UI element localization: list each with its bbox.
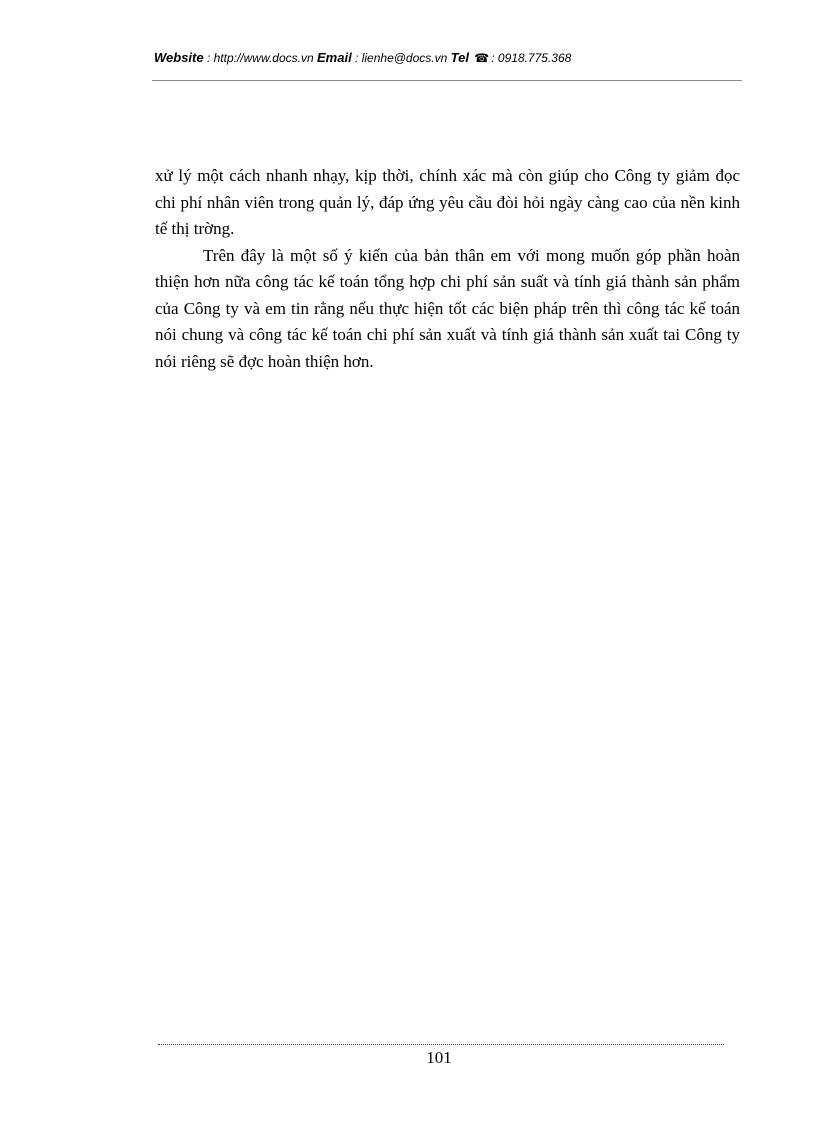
page-header [154,50,744,65]
paragraph-2: Trên đây là một số ý kiến của bản thân em với mong muốn góp phần hoàn thiện hơn nữa công tác kế toán tổng hợp chi phí sản suất và tính giá thành sản phẩm của Công ty và em tin rằng nếu thực hiện tốt các biện pháp trên thì công tác kế toán nói chung và công tác kế toán chi phí sản xuất và tính giá thành sản xuất tai Công ty nói riêng sẽ đợc hoàn thiện hơn. [155,245,740,371]
website-label: Website [154,50,204,65]
header-divider [152,80,742,81]
document-body [155,163,740,375]
page-number: 101 [426,1048,452,1067]
paragraph-1: xử lý một cách nhanh nhạy, kịp thời, chính xác mà còn giúp cho Công ty giảm đọc chi phí nhân viên trong quản lý, đáp ứng yêu cầu đòi hỏi ngày càng cao của nền kinh tế thị trờng. [155,166,740,238]
email-value: : lienhe@docs.vn [355,51,448,65]
tel-value: : 0918.775.368 [491,51,572,65]
phone-icon: ☎ [474,51,490,65]
footer-divider [158,1044,724,1045]
email-label: Email [317,50,352,65]
website-value: : http://www.docs.vn [206,51,314,65]
tel-label: Tel [450,50,469,65]
